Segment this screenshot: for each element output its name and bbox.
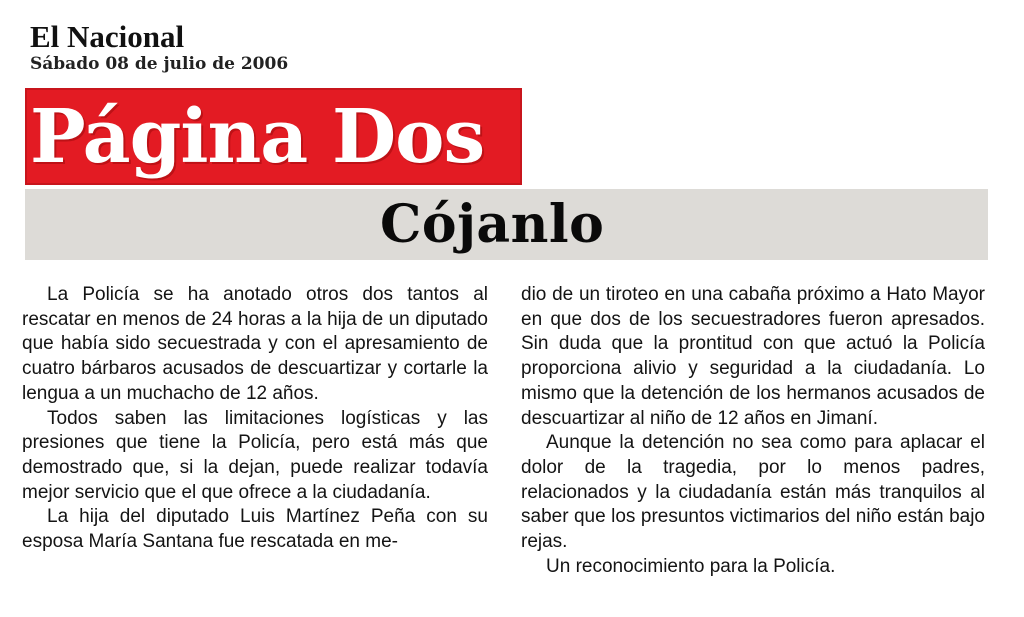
- section-title: Página Dos: [30, 94, 485, 180]
- paragraph: Todos saben las limitaciones logísticas y las presiones que tiene la Policía, pero está más que demostrado que, si la dejan, puede realizar todavía mejor servicio que el que ofrece a la ciudadanía.: [22, 407, 488, 503]
- paragraph: La Policía se ha anotado otros dos tantos al rescatar en menos de 24 horas a la hija de un diputado que había sido secuestrada y con el apresamiento de cuatro bárbaros acusados de descuartizar y cortarle la lengua a un muchacho de 12 años.: [22, 284, 488, 404]
- paragraph: Aunque la detención no sea como para aplacar el dolor de la tragedia, por lo menos padres, relacionados y la ciudadanía están más tranquilos al saber que los presuntos victimarios del niño están bajo rejas.: [521, 432, 985, 553]
- newspaper-masthead: El Nacional: [30, 19, 185, 54]
- article-headline: Cójanlo: [380, 194, 605, 255]
- paragraph: dio de un tiroteo en una cabaña próximo a Hato Mayor en que dos de los secuestradores fueron apresados. Sin duda que la prontitud con que actuó la Policía proporciona alivio y seguridad a la ciudadanía. Lo mismo que la detención de los hermanos acusados de descuartizar al niño de 12 años en Jimaní.: [521, 284, 985, 429]
- closing-paragraph: Un reconocimiento para la Policía.: [546, 555, 836, 577]
- article-column-left: [22, 283, 488, 555]
- publication-date: Sábado 08 de julio de 2006: [30, 54, 289, 74]
- paragraph: La hija del diputado Luis Martínez Peña con su esposa María Santana fue rescatada en me-: [22, 506, 488, 553]
- article-column-right: [521, 283, 985, 579]
